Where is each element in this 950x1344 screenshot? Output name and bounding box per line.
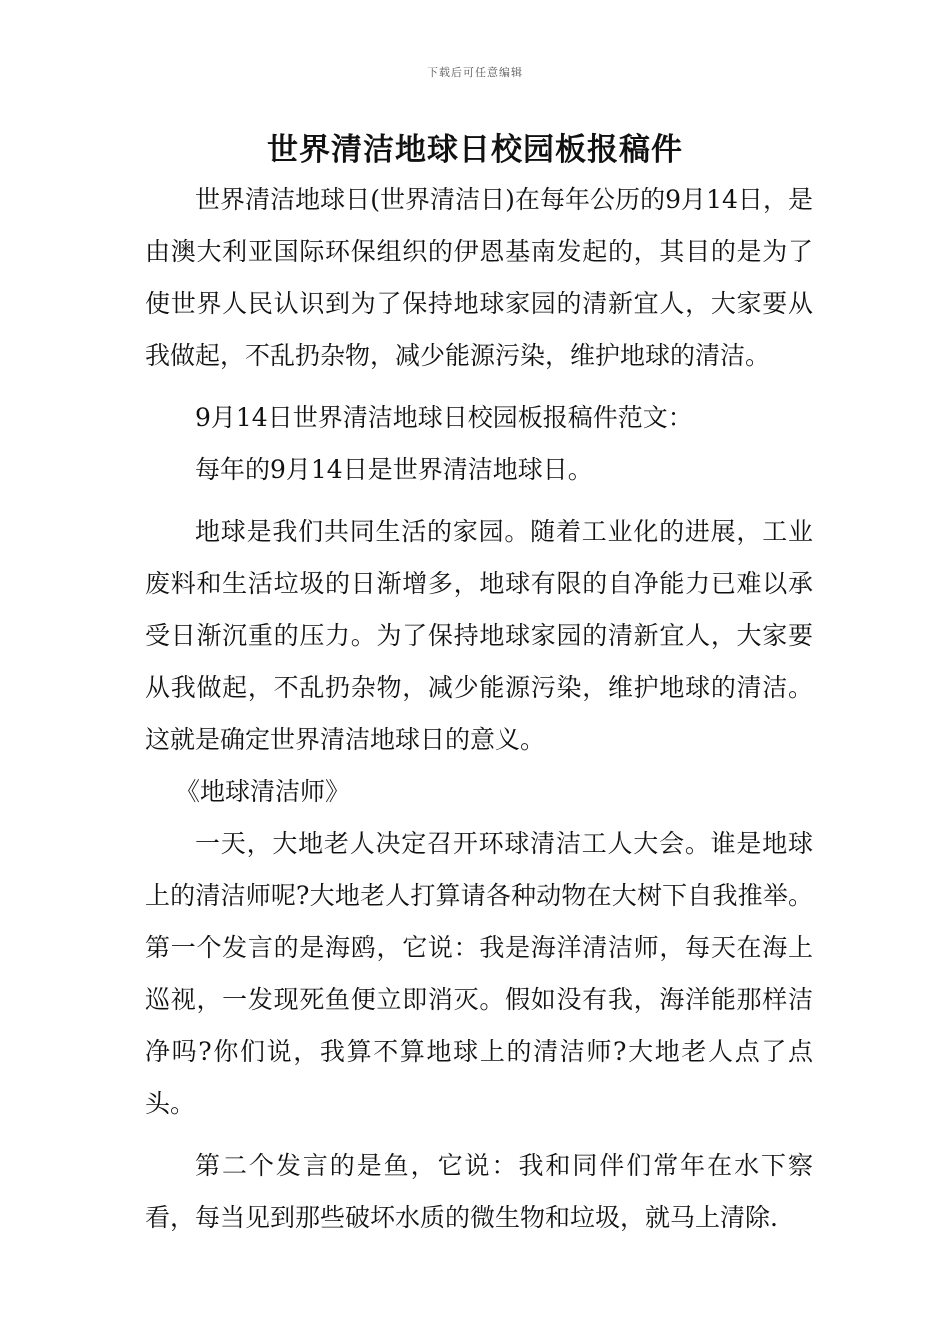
paragraph-date: 每年的9月14日是世界清洁地球日。	[195, 455, 593, 484]
paragraph-sample-heading: 9月14日世界清洁地球日校园板报稿件范文：	[195, 403, 693, 432]
story-title: 《地球清洁师》	[175, 777, 351, 806]
paragraph-meaning: 地球是我们共同生活的家园。随着工业化的进展，工业废料和生活垃圾的日渐增多，地球有限的自净能力已难以承受日渐沉重的压力。为了保持地球家园的清新宜人，大家要从我做起，不乱扔杂物，减少能源污染，维护地球的清洁。这就是确定世界清洁地球日的意义。	[145, 517, 813, 754]
paragraph-story-2: 第二个发言的是鱼，它说：我和同伴们常年在水下察看，每当见到那些破坏水质的微生物和垃圾，就马上清除.	[145, 1151, 813, 1232]
header-note: 下载后可任意编辑	[427, 66, 523, 79]
document-body	[145, 174, 813, 1244]
paragraph-story-1: 一天，大地老人决定召开环球清洁工人大会。谁是地球上的清洁师呢?大地老人打算请各种动物在大树下自我推举。第一个发言的是海鸥，它说：我是海洋清洁师，每天在海上巡视，一发现死鱼便立即消灭。假如没有我，海洋能那样洁净吗?你们说，我算不算地球上的清洁师?大地老人点了点头。	[145, 829, 813, 1118]
document-title: 世界清洁地球日校园板报稿件	[267, 132, 683, 168]
paragraph-intro: 世界清洁地球日(世界清洁日)在每年公历的9月14日，是由澳大利亚国际环保组织的伊恩基南发起的，其目的是为了使世界人民认识到为了保持地球家园的清新宜人，大家要从我做起，不乱扔杂物，减少能源污染，维护地球的清洁。	[145, 185, 813, 370]
